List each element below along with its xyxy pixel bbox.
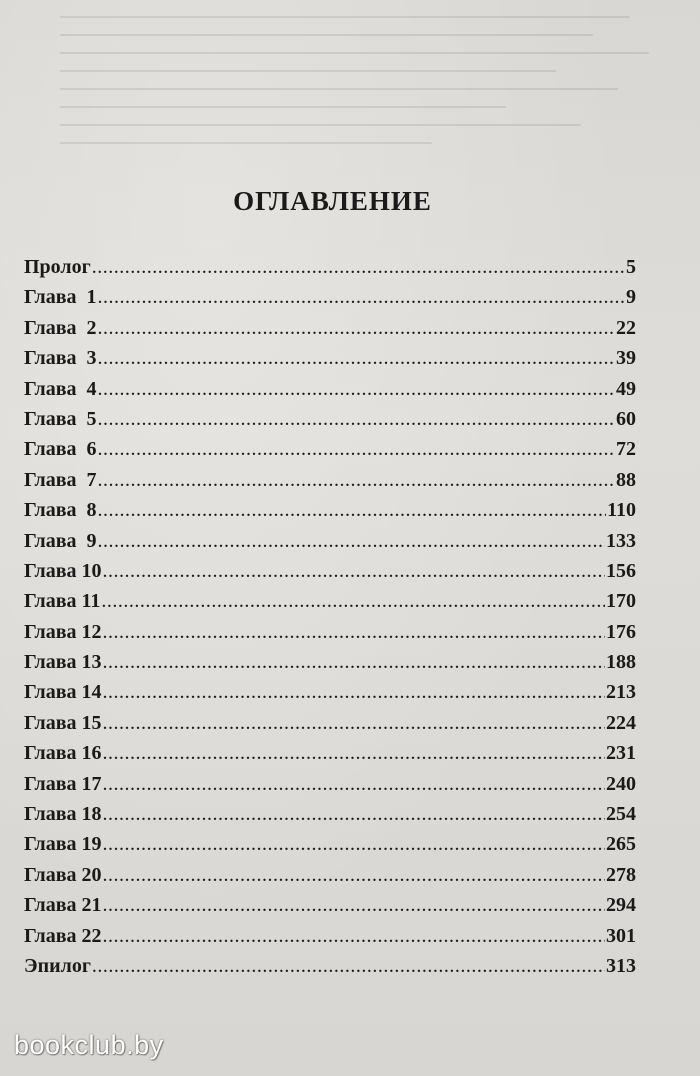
toc-entry [24, 894, 636, 924]
toc-entry-page: 188 [606, 651, 636, 674]
toc-entry-page: 9 [626, 286, 636, 309]
toc-entry [24, 773, 636, 803]
toc-entry-page: 5 [626, 256, 636, 278]
toc-entry-page: 110 [607, 499, 636, 522]
toc-dot-leader [98, 499, 607, 522]
toc-dot-leader [98, 530, 606, 553]
toc-entry-page: 240 [606, 772, 636, 795]
toc-dot-leader [98, 286, 626, 309]
toc-entry-label: Эпилог [24, 954, 91, 977]
toc-entry [24, 408, 636, 438]
toc-entry-label: Глава 1 [24, 286, 97, 309]
toc-dot-leader [98, 408, 616, 431]
toc-entry-page: 60 [616, 407, 636, 430]
watermark: bookclub.by [14, 1030, 164, 1060]
toc-entry-label: Глава 5 [24, 407, 97, 430]
toc-dot-leader [103, 864, 606, 887]
toc-entry-page: 39 [616, 347, 636, 370]
toc-entry [24, 590, 636, 620]
toc-entry-label: Глава 8 [24, 499, 97, 522]
toc-entry-label: Глава 11 [24, 590, 101, 613]
toc-entry-label: Глава 3 [24, 347, 97, 370]
toc-dot-leader [101, 590, 605, 613]
toc-dot-leader [103, 773, 606, 796]
toc-dot-leader [103, 894, 606, 917]
toc-entry-label: Пролог [24, 256, 91, 278]
toc-dot-leader [103, 712, 606, 735]
toc-entry-page: 156 [606, 559, 636, 582]
toc-dot-leader [103, 925, 606, 948]
toc-dot-leader [103, 651, 606, 674]
toc-entry [24, 955, 636, 985]
toc-entry-label: Глава 18 [24, 803, 102, 826]
toc-entry-page: 72 [616, 438, 636, 461]
toc-entry-label: Глава 4 [24, 377, 97, 400]
toc-entry-label: Глава 20 [24, 863, 102, 886]
toc-entry-label: Глава 15 [24, 711, 102, 734]
toc-entry-label: Глава 9 [24, 529, 97, 552]
toc-entry-label: Глава 14 [24, 681, 102, 704]
toc-entry [24, 925, 636, 955]
toc-dot-leader [103, 681, 606, 704]
toc-entry [24, 499, 636, 529]
toc-entry-label: Глава 21 [24, 894, 102, 917]
toc-entry-page: 22 [616, 316, 636, 339]
toc-entry-page: 278 [606, 863, 636, 886]
toc-entry-page: 224 [606, 711, 636, 734]
toc-dot-leader [103, 803, 606, 826]
toc-entry [24, 742, 636, 772]
toc-entry [24, 530, 636, 560]
toc-entry-page: 213 [606, 681, 636, 704]
toc-entry-label: Глава 17 [24, 772, 102, 795]
toc-dot-leader [98, 438, 616, 461]
toc-entry-page: 88 [616, 468, 636, 491]
toc-dot-leader [103, 621, 606, 644]
toc-entry-page: 133 [606, 529, 636, 552]
toc-entry [24, 621, 636, 651]
toc-entry-label: Глава 6 [24, 438, 97, 461]
toc-dot-leader [98, 317, 616, 340]
toc-dot-leader [103, 560, 606, 583]
toc-dot-leader [103, 833, 606, 856]
toc-entry-page: 49 [616, 377, 636, 400]
toc-entry [24, 560, 636, 590]
toc-entry-page: 254 [606, 803, 636, 826]
toc-entry-label: Глава 13 [24, 651, 102, 674]
page-title: ОГЛАВЛЕНИЕ [233, 186, 432, 216]
toc-entry-page: 294 [606, 894, 636, 917]
toc-entry-label: Глава 2 [24, 316, 97, 339]
toc-entry-page: 265 [606, 833, 636, 856]
toc-entry [24, 712, 636, 742]
toc-entry-page: 231 [606, 742, 636, 765]
toc-entry-label: Глава 22 [24, 924, 102, 947]
toc-entry [24, 864, 636, 894]
toc-entry [24, 317, 636, 347]
toc-entry [24, 378, 636, 408]
toc-entry [24, 438, 636, 468]
toc-dot-leader [92, 256, 625, 279]
toc-entry-page: 313 [606, 954, 636, 977]
toc-dot-leader [98, 378, 616, 401]
toc-entry-page: 176 [606, 620, 636, 643]
toc-entry-page: 170 [606, 590, 636, 613]
toc-entry-label: Глава 16 [24, 742, 102, 765]
toc-entry-label: Глава 10 [24, 559, 102, 582]
toc-dot-leader [103, 742, 606, 765]
toc-entry [24, 256, 636, 286]
toc-entry [24, 651, 636, 681]
toc-entry-label: Глава 12 [24, 620, 102, 643]
toc-entry [24, 833, 636, 863]
toc-entry-label: Глава 7 [24, 468, 97, 491]
toc-entry [24, 286, 636, 316]
toc-dot-leader [98, 347, 616, 370]
toc-entry [24, 681, 636, 711]
table-of-contents [24, 256, 636, 985]
toc-dot-leader [98, 469, 616, 492]
toc-entry [24, 469, 636, 499]
toc-entry [24, 347, 636, 377]
toc-entry-page: 301 [606, 924, 636, 947]
toc-dot-leader [92, 955, 605, 978]
toc-entry-label: Глава 19 [24, 833, 102, 856]
toc-entry [24, 803, 636, 833]
